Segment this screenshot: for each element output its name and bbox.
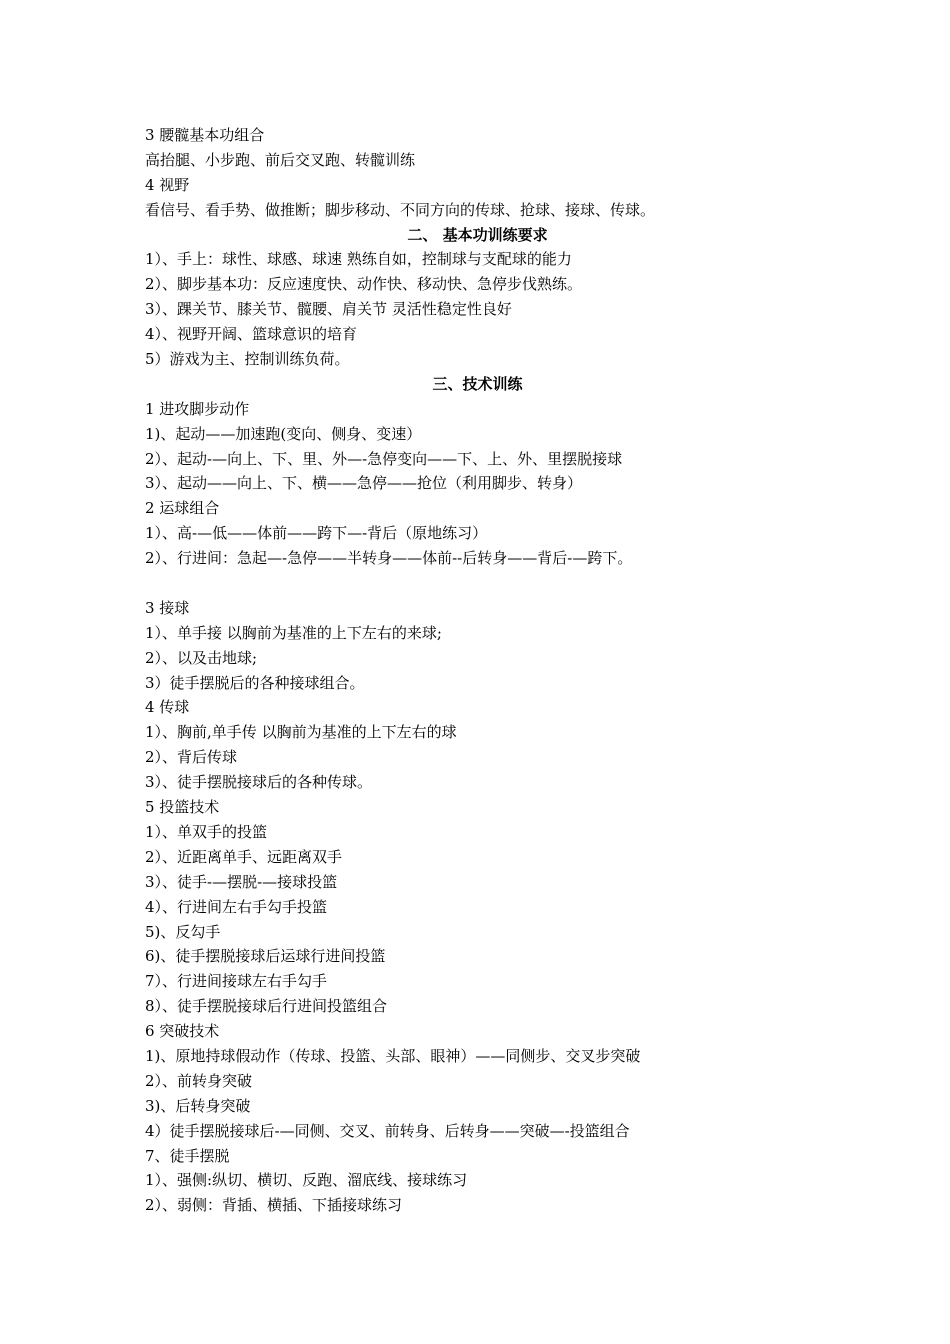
section-heading: 二、 基本功训练要求 [407,225,548,244]
text-line: 6)、徒手摆脱接球后运球行进间投篮 [145,947,386,966]
text-line: 2）、行进间：急起—-急停——半转身——体前--后转身——背后-—跨下。 [145,549,633,568]
text-line: 1）、单双手的投篮 [145,822,268,841]
text-line: 1)、起动——加速跑(变向、侧身、变速） [145,424,422,443]
text-line: 2）、弱侧：背插、横插、下插接球练习 [145,1196,403,1215]
section-heading: 三、技术训练 [432,374,523,393]
text-line: 2）、以及击地球; [145,648,258,667]
text-line: 2）、前转身突破 [145,1071,253,1090]
text-line: 8）、徒手摆脱接球后行进间投篮组合 [145,997,388,1016]
text-line: 3）、徒手摆脱接球后的各种传球。 [145,773,373,792]
text-line: 3)、后转身突破 [145,1096,251,1115]
text-line: 4）、视野开阔、篮球意识的培育 [145,325,358,344]
text-line: 1）、单手接 以胸前为基准的上下左右的来球; [145,623,442,642]
text-line: 1）、高-—低——体前——跨下—-背后（原地练习） [145,524,488,543]
text-line: 4）徒手摆脱接球后-—同侧、交叉、前转身、后转身——突破—-投篮组合 [145,1121,630,1140]
text-line: 2）、脚步基本功：反应速度快、动作快、移动快、急停步伐熟练。 [145,275,583,294]
text-line: 2）、起动-—向上、下、里、外—-急停变向——下、上、外、里摆脱接球 [145,449,623,468]
text-line: 1）、强侧:纵切、横切、反跑、溜底线、接球练习 [145,1171,468,1190]
text-line: 5 投篮技术 [145,798,220,817]
text-line: 1）、手上：球性、球感、球速 熟练自如，控制球与支配球的能力 [145,250,572,269]
text-line: 2）、背后传球 [145,748,238,767]
text-line: 3）、起动——向上、下、横——急停——抢位（利用脚步、转身） [145,474,583,493]
text-line: 2）、近距离单手、远距离双手 [145,847,343,866]
blank-line [145,571,810,596]
text-line: 6 突破技术 [145,1022,220,1041]
text-line: 高抬腿、小步跑、前后交叉跑、转髋训练 [145,150,416,169]
text-line: 3）徒手摆脱后的各种接球组合。 [145,673,365,692]
text-line: 5）游戏为主、控制训练负荷。 [145,350,350,369]
text-line: 5)、反勾手 [145,922,221,941]
document-page [145,123,810,1218]
text-line: 7）、行进间接球左右手勾手 [145,972,328,991]
text-line: 看信号、看手势、做推断；脚步移动、不同方向的传球、抢球、接球、传球。 [145,200,656,219]
text-line: 4）、行进间左右手勾手投篮 [145,897,328,916]
text-line: 3 腰髋基本功组合 [145,126,265,144]
text-line: 1）、胸前,单手传 以胸前为基准的上下左右的球 [145,723,457,742]
text-line: 1)、原地持球假动作（传球、投篮、头部、眼神）——同侧步、交叉步突破 [145,1046,641,1065]
text-line: 3）、徒手-—摆脱-—接球投篮 [145,872,338,891]
text-line: 2 运球组合 [145,499,220,518]
text-line: 7、徒手摆脱 [145,1146,230,1165]
text-line: 3）、踝关节、膝关节、髋腰、肩关节 灵活性稳定性良好 [145,300,512,319]
text-line: 3 接球 [145,598,190,617]
text-line: 4 传球 [145,698,190,717]
text-line: 1 进攻脚步动作 [145,399,250,418]
text-line: 4 视野 [145,175,190,194]
